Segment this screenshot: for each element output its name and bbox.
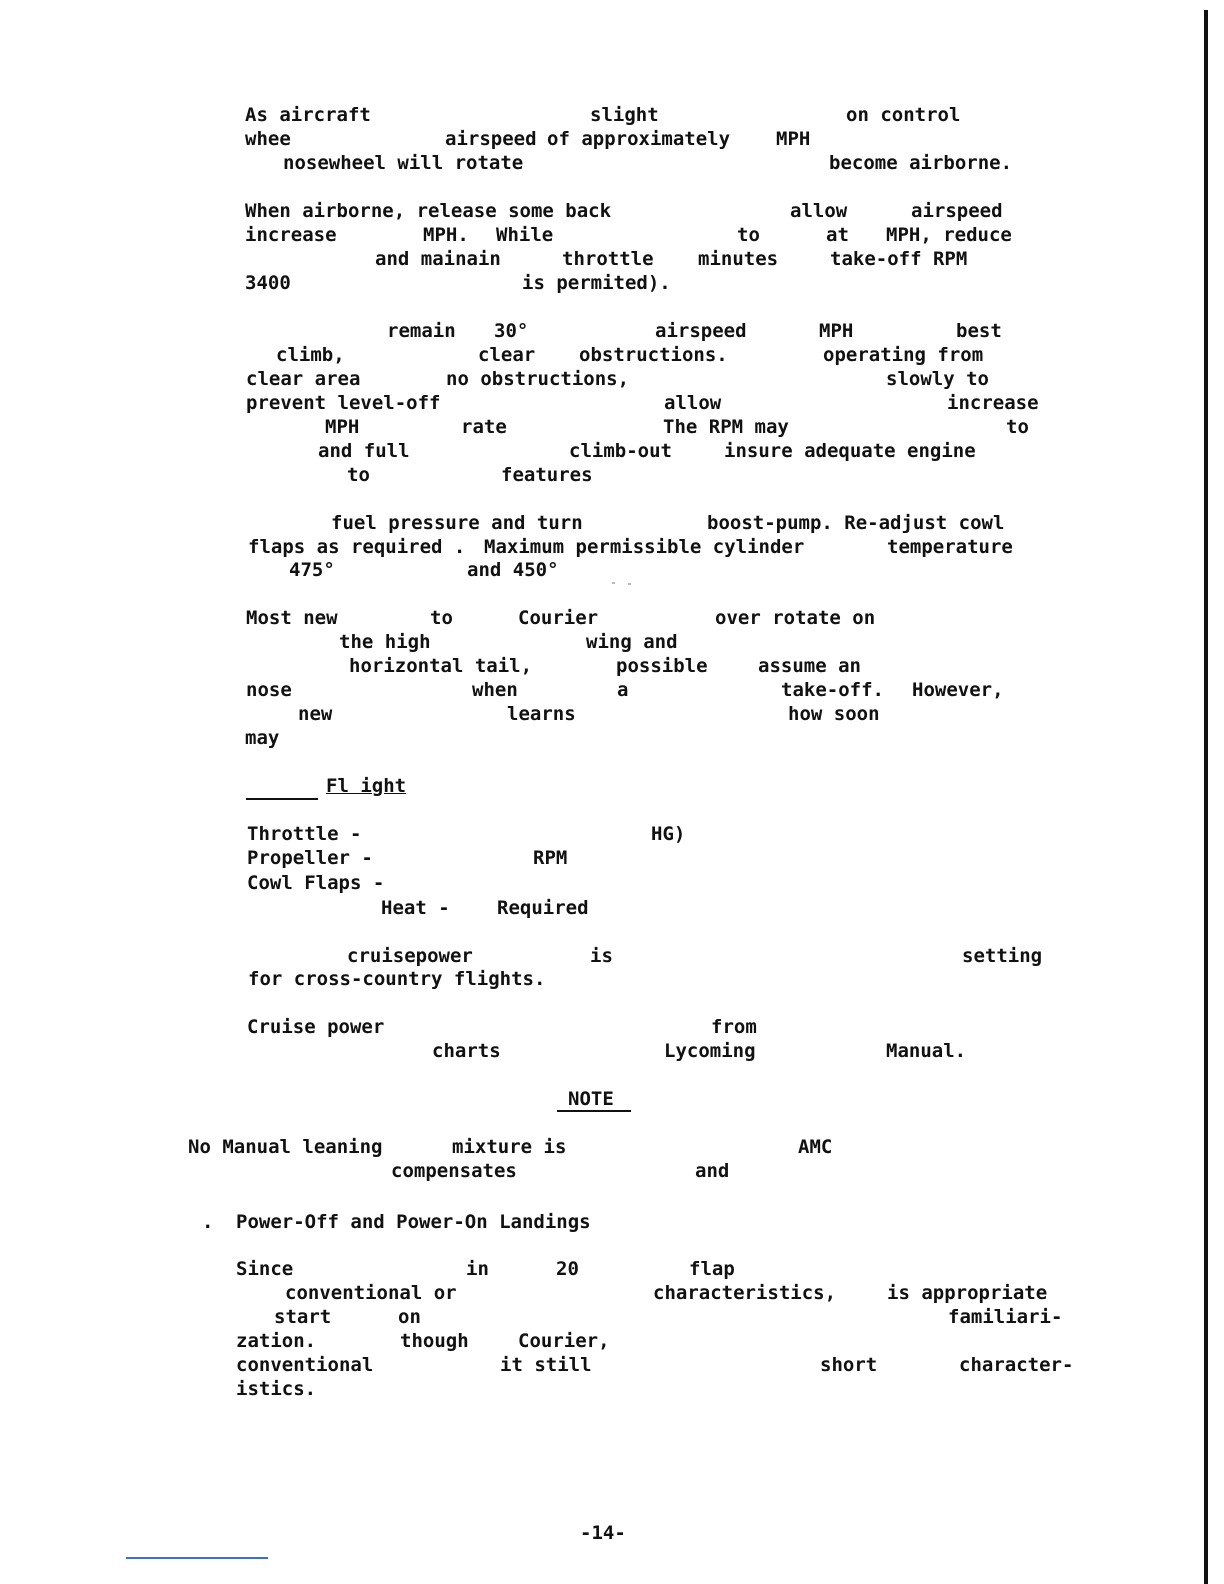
text-fragment: mixture is	[452, 1136, 567, 1158]
text-fragment: rate	[461, 416, 507, 438]
setting-label: Propeller -	[247, 847, 373, 869]
text-fragment: Courier	[518, 607, 599, 629]
text-fragment: the high	[339, 631, 431, 653]
text-fragment: to	[737, 224, 760, 246]
text-fragment: boost-pump. Re-adjust cowl	[707, 512, 1005, 534]
text-fragment: wing and	[586, 631, 678, 653]
text-fragment: when	[472, 679, 518, 701]
text-fragment: flap	[689, 1258, 735, 1280]
text-fragment: may	[245, 727, 280, 749]
text-fragment: Most new	[246, 607, 338, 629]
text-fragment: climb,	[276, 344, 345, 366]
text-fragment: temperature	[887, 536, 1013, 558]
text-fragment: cruisepower	[347, 945, 473, 967]
text-fragment: AMC	[798, 1136, 833, 1158]
text-fragment: RPM	[533, 847, 568, 869]
text-fragment: start	[274, 1306, 332, 1328]
text-fragment: horizontal tail,	[349, 655, 533, 677]
text-fragment: no obstructions,	[446, 368, 630, 390]
text-fragment: on	[398, 1306, 421, 1328]
text-fragment: The RPM may	[663, 416, 789, 438]
text-fragment: HG)	[651, 823, 686, 845]
text-fragment: features	[501, 464, 593, 486]
text-fragment: become airborne.	[829, 152, 1013, 174]
text-fragment: remain	[387, 320, 456, 342]
text-fragment: When airborne, release some back	[245, 200, 612, 222]
text-fragment: is permited).	[522, 272, 671, 294]
text-fragment: slight	[590, 104, 659, 126]
text-fragment: whee	[245, 128, 291, 150]
text-fragment: conventional	[236, 1354, 374, 1376]
text-fragment: flaps as required .	[248, 536, 466, 558]
page-number: -14-	[580, 1522, 626, 1544]
text-fragment: Cruise power	[247, 1016, 385, 1038]
underline-segment	[246, 798, 318, 800]
text-fragment: for cross-country flights.	[248, 968, 546, 990]
text-fragment: MPH	[325, 416, 360, 438]
text-fragment: from	[711, 1016, 757, 1038]
text-fragment: and	[695, 1160, 730, 1182]
text-fragment: allow	[664, 392, 722, 414]
text-fragment: take-off.	[781, 679, 884, 701]
text-fragment: nose	[246, 679, 292, 701]
text-fragment: No Manual leaning	[188, 1136, 383, 1158]
text-fragment: how soon	[788, 703, 880, 725]
text-fragment: Lycoming	[664, 1040, 756, 1062]
text-fragment: learns	[507, 703, 576, 725]
text-fragment: obstructions.	[579, 344, 728, 366]
text-fragment: characteristics,	[653, 1282, 837, 1304]
text-fragment: though	[400, 1330, 469, 1352]
text-fragment: familiari-	[948, 1306, 1063, 1328]
text-fragment: it still	[500, 1354, 592, 1376]
text-fragment: airspeed	[911, 200, 1003, 222]
scan-blue-line	[126, 1557, 268, 1559]
text-fragment: As aircraft	[245, 104, 371, 126]
text-fragment: MPH.	[423, 224, 469, 246]
text-fragment: 3400	[245, 272, 291, 294]
text-fragment: is	[590, 945, 613, 967]
text-fragment: slowly to	[886, 368, 989, 390]
text-fragment: climb-out	[569, 440, 672, 462]
text-fragment: istics.	[236, 1378, 317, 1400]
text-fragment: conventional or	[285, 1282, 457, 1304]
text-fragment: a	[617, 679, 629, 701]
text-fragment: increase	[947, 392, 1039, 414]
text-fragment: allow	[790, 200, 848, 222]
text-fragment: 20	[556, 1258, 579, 1280]
text-fragment: in	[466, 1258, 489, 1280]
text-fragment: airspeed	[655, 320, 747, 342]
text-fragment: take-off RPM	[830, 248, 968, 270]
text-fragment: Manual.	[886, 1040, 967, 1062]
scan-speck	[612, 582, 615, 584]
text-fragment: and 450°	[467, 559, 559, 581]
text-fragment: MPH, reduce	[886, 224, 1012, 246]
text-fragment: possible	[616, 655, 708, 677]
setting-label: Heat -	[381, 897, 450, 919]
text-fragment: Maximum permissible cylinder	[484, 536, 805, 558]
text-fragment: Courier,	[518, 1330, 610, 1352]
text-fragment: throttle	[562, 248, 654, 270]
text-fragment: is appropriate	[887, 1282, 1048, 1304]
text-fragment: to	[347, 464, 370, 486]
text-fragment: to	[430, 607, 453, 629]
text-fragment: short	[820, 1354, 878, 1376]
text-fragment: of approximately	[547, 128, 731, 150]
text-fragment: on control	[846, 104, 961, 126]
scan-edge-line	[1204, 10, 1208, 1584]
text-fragment: compensates	[391, 1160, 517, 1182]
text-fragment: new	[298, 703, 333, 725]
text-fragment: clear	[478, 344, 536, 366]
text-fragment: insure adequate engine	[724, 440, 976, 462]
text-fragment: Required	[497, 897, 589, 919]
text-fragment: 475°	[289, 559, 335, 581]
text-fragment: minutes	[698, 248, 779, 270]
text-fragment: clear area	[246, 368, 361, 390]
setting-label: Cowl Flaps -	[247, 872, 385, 894]
bullet-marker: .	[202, 1211, 214, 1233]
text-fragment: MPH	[776, 128, 811, 150]
text-fragment: fuel pressure and turn	[331, 512, 583, 534]
note-heading: NOTE	[568, 1088, 614, 1110]
text-fragment: setting	[962, 945, 1043, 967]
text-fragment: airspeed	[445, 128, 537, 150]
text-fragment: operating from	[823, 344, 984, 366]
text-fragment: However,	[912, 679, 1004, 701]
text-fragment: and mainain	[375, 248, 501, 270]
section-heading: Fl ight	[326, 775, 407, 797]
text-fragment: prevent level-off	[246, 392, 441, 414]
text-fragment: increase	[245, 224, 337, 246]
section-title: Power-Off and Power-On Landings	[236, 1211, 591, 1233]
text-fragment: 30°	[494, 320, 529, 342]
text-fragment: nosewheel will rotate	[283, 152, 524, 174]
text-fragment: charts	[432, 1040, 501, 1062]
text-fragment: While	[496, 224, 554, 246]
text-fragment: MPH	[819, 320, 854, 342]
text-fragment: Since	[236, 1258, 294, 1280]
scan-speck	[628, 583, 631, 585]
text-fragment: zation.	[236, 1330, 317, 1352]
text-fragment: over rotate on	[715, 607, 876, 629]
text-fragment: at	[826, 224, 849, 246]
text-fragment: assume an	[758, 655, 861, 677]
setting-label: Throttle -	[247, 823, 362, 845]
text-fragment: character-	[959, 1354, 1074, 1376]
text-fragment: to	[1006, 416, 1029, 438]
text-fragment: best	[956, 320, 1002, 342]
underline-segment	[557, 1110, 631, 1112]
text-fragment: and full	[318, 440, 410, 462]
